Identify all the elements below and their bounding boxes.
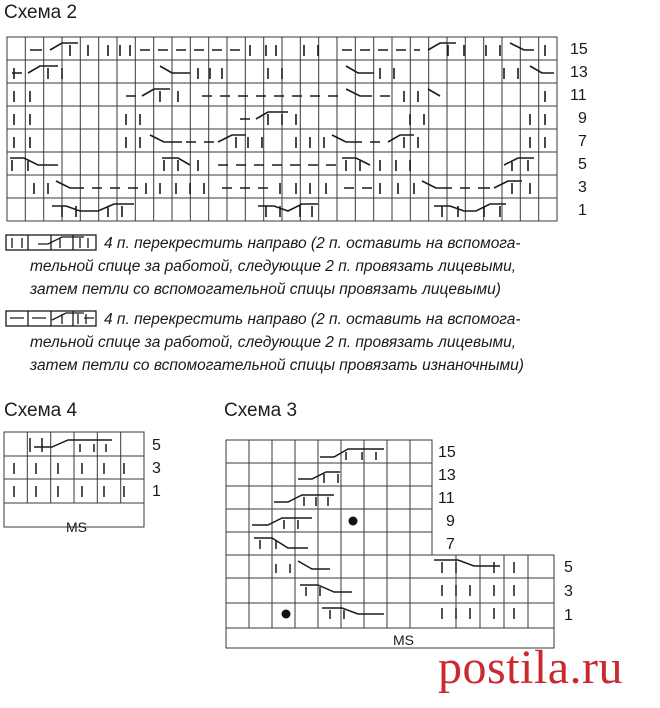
scheme3-symbols: [252, 449, 514, 619]
scheme4-chart: [4, 432, 144, 527]
legend-2-line-1: 4 п. перекрестить направо (2 п. оставить на вспомога-: [104, 311, 521, 328]
row-label: 7: [578, 133, 587, 150]
row-label: 1: [152, 483, 161, 500]
scheme3-chart: [226, 440, 554, 648]
row-label: 9: [446, 513, 455, 530]
row-label: 5: [564, 559, 573, 576]
legend-symbol-cross-right-purl: [6, 311, 96, 326]
legend-1-line-2: тельной спице за работой, следующие 2 п. провязать лицевыми,: [30, 258, 517, 275]
scheme4-repeat-label: MS: [66, 519, 87, 535]
scheme2-chart: [7, 37, 557, 221]
scheme2-title: Схема 2: [4, 2, 78, 23]
row-label: 7: [446, 536, 455, 553]
bobble-dot: [282, 610, 291, 619]
scheme2-row-labels: [570, 41, 588, 219]
scheme4-row-labels: [152, 437, 161, 500]
legend-symbol-cross-right-knit: [6, 235, 96, 250]
scheme4-symbols: [14, 438, 124, 497]
row-label: 9: [578, 110, 587, 127]
row-label: 15: [570, 41, 588, 58]
row-label: 11: [438, 490, 455, 507]
scheme4-title: Схема 4: [4, 400, 78, 421]
bobble-dot: [349, 517, 358, 526]
row-label: 1: [578, 202, 587, 219]
row-label: 13: [438, 467, 456, 484]
watermark-logo: postila.ru: [438, 641, 623, 694]
row-label: 11: [570, 87, 587, 104]
legend-2-line-2: тельной спице за работой, следующие 2 п. провязать лицевыми,: [30, 334, 517, 351]
legend-1-line-1: 4 п. перекрестить направо (2 п. оставить на вспомога-: [104, 235, 521, 252]
scheme3-row-labels: [438, 444, 573, 624]
legend-2-line-3: затем петли со вспомогательной спицы провязать изнаночными): [30, 357, 524, 374]
row-label: 3: [578, 179, 587, 196]
legend-1-line-3: затем петли со вспомогательной спицы провязать лицевыми): [30, 281, 501, 298]
row-label: 15: [438, 444, 456, 461]
row-label: 5: [578, 156, 587, 173]
row-label: 13: [570, 64, 588, 81]
row-label: 5: [152, 437, 161, 454]
scheme2-grid: [7, 37, 557, 221]
row-label: 3: [564, 583, 573, 600]
row-label: 1: [564, 607, 573, 624]
scheme3-title: Схема 3: [224, 400, 298, 421]
row-label: 3: [152, 460, 161, 477]
scheme3-repeat-label: MS: [393, 632, 414, 648]
